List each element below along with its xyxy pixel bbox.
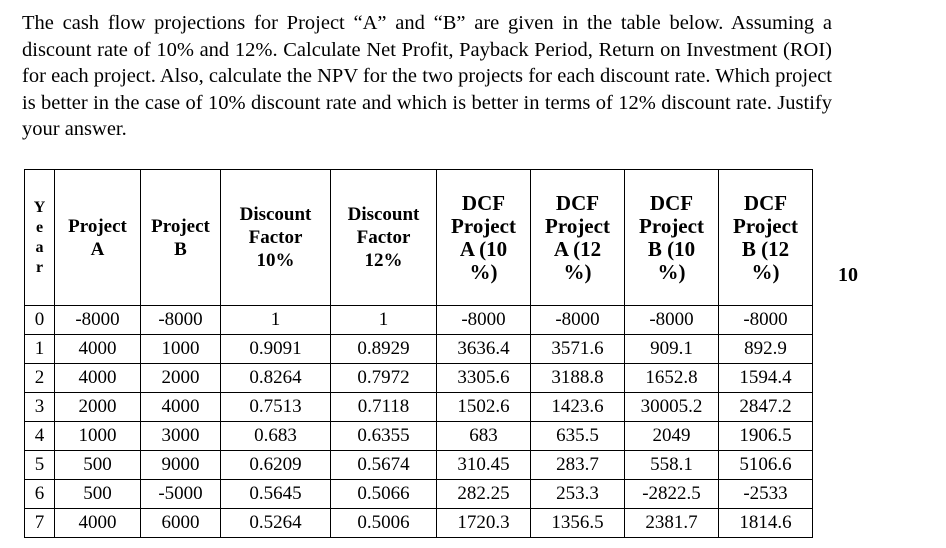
cell-dcf-a-10: 310.45 — [437, 451, 531, 480]
cell-dcf-b-12: 1814.6 — [719, 509, 813, 538]
cell-year: 6 — [25, 480, 55, 509]
cell-dcf-a-10: 683 — [437, 422, 531, 451]
table-row — [25, 335, 813, 364]
cell-year: 2 — [25, 364, 55, 393]
cell-project-a: 1000 — [55, 422, 141, 451]
cell-dcf-b-12: -8000 — [719, 306, 813, 335]
question-text: The cash flow projections for Project “A” and “B” are given in the table below. Assuming a discount rate of 10% and 12%. Calculate Net Profit, Payback Period, Return on Investment (ROI) for each project. Also, calculate the NPV for the two projects for each discount rate. Which project is better in the case of 10% discount rate and which is better in terms of 12% discount rate. Justify your answer. — [22, 12, 832, 140]
cell-dcf-b-10: 558.1 — [625, 451, 719, 480]
cell-year: 4 — [25, 422, 55, 451]
cropped-previous-line — [22, 0, 332, 4]
cell-dcf-a-10: 1720.3 — [437, 509, 531, 538]
cell-df-10: 0.9091 — [221, 335, 331, 364]
cell-dcf-b-12: 1906.5 — [719, 422, 813, 451]
cell-dcf-b-10: 30005.2 — [625, 393, 719, 422]
cell-dcf-b-10: -8000 — [625, 306, 719, 335]
table-row — [25, 306, 813, 335]
table-body — [25, 306, 813, 538]
cell-project-b: 4000 — [141, 393, 221, 422]
cell-dcf-b-12: 892.9 — [719, 335, 813, 364]
cell-dcf-b-10: 909.1 — [625, 335, 719, 364]
cell-df-10: 0.683 — [221, 422, 331, 451]
header-year: Y e a r — [25, 170, 55, 306]
cell-dcf-b-12: 2847.2 — [719, 393, 813, 422]
cell-dcf-a-10: 282.25 — [437, 480, 531, 509]
cell-project-b: 6000 — [141, 509, 221, 538]
cell-dcf-a-12: 253.3 — [531, 480, 625, 509]
cell-df-12: 0.6355 — [331, 422, 437, 451]
cell-dcf-a-12: 3188.8 — [531, 364, 625, 393]
cash-flow-table — [24, 169, 813, 538]
cell-project-b: -5000 — [141, 480, 221, 509]
table-row — [25, 393, 813, 422]
cell-year: 5 — [25, 451, 55, 480]
cell-dcf-b-12: -2533 — [719, 480, 813, 509]
cell-dcf-a-12: -8000 — [531, 306, 625, 335]
cell-dcf-a-10: 1502.6 — [437, 393, 531, 422]
cell-dcf-a-12: 1423.6 — [531, 393, 625, 422]
cell-year: 3 — [25, 393, 55, 422]
cell-project-a: -8000 — [55, 306, 141, 335]
cell-dcf-b-12: 1594.4 — [719, 364, 813, 393]
cell-df-12: 0.5006 — [331, 509, 437, 538]
cell-project-a: 4000 — [55, 509, 141, 538]
cell-dcf-a-12: 635.5 — [531, 422, 625, 451]
cropped-next-line — [26, 536, 806, 548]
cell-df-10: 1 — [221, 306, 331, 335]
cell-df-12: 0.5674 — [331, 451, 437, 480]
cell-df-12: 0.5066 — [331, 480, 437, 509]
cell-df-10: 0.8264 — [221, 364, 331, 393]
cell-dcf-b-10: 1652.8 — [625, 364, 719, 393]
cell-df-10: 0.7513 — [221, 393, 331, 422]
cell-project-a: 4000 — [55, 364, 141, 393]
header-discount-factor-10: Discount Factor 10% — [221, 170, 331, 306]
cell-project-a: 500 — [55, 480, 141, 509]
cell-project-a: 2000 — [55, 393, 141, 422]
cell-project-a: 4000 — [55, 335, 141, 364]
cell-dcf-b-12: 5106.6 — [719, 451, 813, 480]
header-dcf-b-10: DCF Project B (10 %) — [625, 170, 719, 306]
cell-year: 0 — [25, 306, 55, 335]
cell-df-10: 0.5264 — [221, 509, 331, 538]
header-project-a: Project A — [55, 170, 141, 306]
cell-df-10: 0.5645 — [221, 480, 331, 509]
cell-dcf-a-12: 1356.5 — [531, 509, 625, 538]
cell-df-12: 1 — [331, 306, 437, 335]
cell-year: 7 — [25, 509, 55, 538]
marks-label: 10 — [838, 264, 858, 286]
cell-df-12: 0.7972 — [331, 364, 437, 393]
cell-df-12: 0.8929 — [331, 335, 437, 364]
cell-dcf-b-10: -2822.5 — [625, 480, 719, 509]
header-dcf-a-12: DCF Project A (12 %) — [531, 170, 625, 306]
header-project-b: Project B — [141, 170, 221, 306]
table-row — [25, 509, 813, 538]
cell-df-10: 0.6209 — [221, 451, 331, 480]
header-discount-factor-12: Discount Factor 12% — [331, 170, 437, 306]
cell-dcf-a-10: 3305.6 — [437, 364, 531, 393]
cell-project-b: 1000 — [141, 335, 221, 364]
table-row — [25, 451, 813, 480]
cell-project-b: 2000 — [141, 364, 221, 393]
header-dcf-a-10: DCF Project A (10 %) — [437, 170, 531, 306]
cell-project-a: 500 — [55, 451, 141, 480]
table-row — [25, 422, 813, 451]
cell-df-12: 0.7118 — [331, 393, 437, 422]
cell-project-b: 3000 — [141, 422, 221, 451]
cell-dcf-a-12: 283.7 — [531, 451, 625, 480]
cell-project-b: 9000 — [141, 451, 221, 480]
table-header-row — [25, 170, 813, 306]
header-dcf-b-12: DCF Project B (12 %) — [719, 170, 813, 306]
table-row — [25, 364, 813, 393]
table-row — [25, 480, 813, 509]
cell-project-b: -8000 — [141, 306, 221, 335]
cell-year: 1 — [25, 335, 55, 364]
cell-dcf-a-10: 3636.4 — [437, 335, 531, 364]
cell-dcf-a-12: 3571.6 — [531, 335, 625, 364]
cell-dcf-a-10: -8000 — [437, 306, 531, 335]
cell-dcf-b-10: 2049 — [625, 422, 719, 451]
cell-dcf-b-10: 2381.7 — [625, 509, 719, 538]
